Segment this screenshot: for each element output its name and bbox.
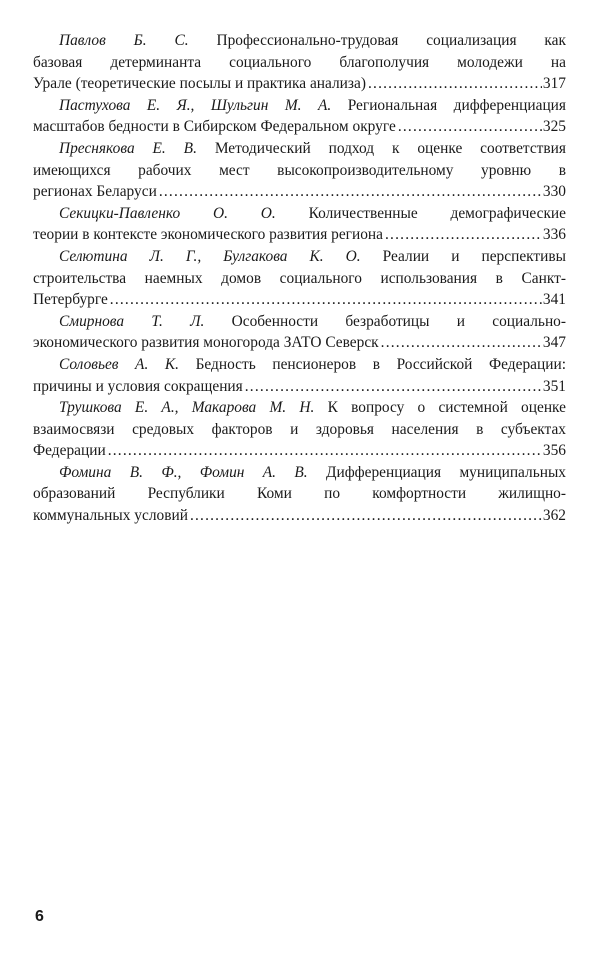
entry-last-line — [33, 73, 566, 95]
entry-page: 362 — [542, 507, 566, 525]
entry-last-line — [33, 505, 566, 527]
entry-title-part: Региональная дифференциация — [347, 96, 566, 114]
entry-page: 341 — [542, 291, 566, 309]
toc-entry[interactable] — [33, 311, 566, 354]
entry-first-line — [33, 138, 566, 160]
entry-title-part: Бедность пенсионеров в Российской Федерации: — [195, 355, 566, 373]
toc-entry[interactable] — [33, 30, 566, 95]
dot-leader — [381, 332, 542, 354]
entry-title-line: базовая детерминанта социального благополучия молодежи на — [33, 53, 566, 71]
entry-title-line: взаимосвязи средовых факторов и здоровья населения в субъектах — [33, 420, 566, 438]
entry-author: Преснякова Е. В. — [59, 139, 197, 157]
entry-first-line — [33, 397, 566, 419]
entry-first-line — [33, 354, 566, 376]
entry-last-line — [33, 224, 566, 246]
entry-title-line: имеющихся рабочих мест высокопроизводительному уровню в — [33, 161, 566, 179]
entry-title-end: масштабов бедности в Сибирском Федеральном округе — [33, 118, 396, 136]
entry-title-end: коммунальных условий — [33, 507, 188, 525]
entry-title-end: причины и условия сокращения — [33, 377, 243, 395]
entry-first-line — [33, 246, 566, 268]
entry-first-line — [33, 30, 566, 52]
toc-entry[interactable] — [33, 462, 566, 527]
toc-entry[interactable] — [33, 354, 566, 397]
entry-last-line — [33, 181, 566, 203]
entry-title-part: Особенности безработицы и социально- — [231, 312, 566, 330]
entry-title-part: Реалии и перспективы — [382, 247, 566, 265]
entry-last-line — [33, 376, 566, 398]
toc-entry[interactable] — [33, 203, 566, 246]
entry-page: 336 — [542, 226, 566, 244]
entry-author: Фомина В. Ф., Фомин А. В. — [59, 463, 308, 481]
entry-page: 347 — [542, 334, 566, 352]
entry-first-line — [33, 95, 566, 117]
entry-first-line — [33, 203, 566, 225]
dot-leader — [159, 181, 542, 203]
entry-title-end: экономического развития моногорода ЗАТО Северск — [33, 334, 379, 352]
entry-last-line — [33, 116, 566, 138]
toc-entry[interactable] — [33, 397, 566, 462]
dot-leader — [110, 289, 542, 311]
entry-page: 356 — [542, 442, 566, 460]
entry-page: 325 — [542, 118, 566, 136]
page-number: 6 — [35, 908, 44, 925]
dot-leader — [368, 73, 542, 95]
dot-leader — [190, 505, 542, 527]
dot-leader — [108, 440, 542, 462]
table-of-contents — [33, 30, 566, 527]
entry-author: Соловьев А. К. — [59, 355, 179, 373]
entry-page: 351 — [542, 377, 566, 395]
entry-title-end: Петербурге — [33, 291, 108, 309]
toc-entry[interactable] — [33, 95, 566, 138]
entry-title-end: Федерации — [33, 442, 106, 460]
entry-title-part: Количественные демографические — [308, 204, 566, 222]
entry-title-end: Урале (теоретические посылы и практика анализа) — [33, 75, 366, 93]
entry-first-line — [33, 311, 566, 333]
entry-last-line — [33, 440, 566, 462]
entry-title-end: теории в контексте экономического развития региона — [33, 226, 383, 244]
entry-last-line — [33, 332, 566, 354]
entry-last-line — [33, 289, 566, 311]
dot-leader — [385, 224, 542, 246]
entry-page: 317 — [542, 75, 566, 93]
entry-page: 330 — [542, 183, 566, 201]
entry-author: Трушкова Е. А., Макарова М. Н. — [59, 399, 315, 417]
toc-entry[interactable] — [33, 246, 566, 311]
dot-leader — [398, 116, 542, 138]
toc-entry[interactable] — [33, 138, 566, 203]
entry-author: Павлов Б. С. — [59, 32, 189, 49]
entry-title-part: Профессионально-трудовая социализация как — [216, 32, 566, 49]
entry-title-line: образований Республики Коми по комфортности жилищно- — [33, 485, 566, 503]
entry-author: Пастухова Е. Я., Шульгин М. А. — [59, 96, 332, 114]
entry-author: Смирнова Т. Л. — [59, 312, 205, 330]
entry-author: Секицки-Павленко О. О. — [59, 204, 276, 222]
entry-title-end: регионах Беларуси — [33, 183, 157, 201]
entry-first-line — [33, 462, 566, 484]
entry-author: Селютина Л. Г., Булгакова К. О. — [59, 247, 361, 265]
entry-title-part: Методический подход к оценке соответствия — [214, 139, 566, 157]
entry-title-part: К вопросу о системной оценке — [327, 399, 566, 417]
entry-title-part: Дифференциация муниципальных — [326, 463, 566, 481]
dot-leader — [245, 376, 542, 398]
entry-title-line: строительства наемных домов социального использования в Санкт- — [33, 269, 566, 287]
